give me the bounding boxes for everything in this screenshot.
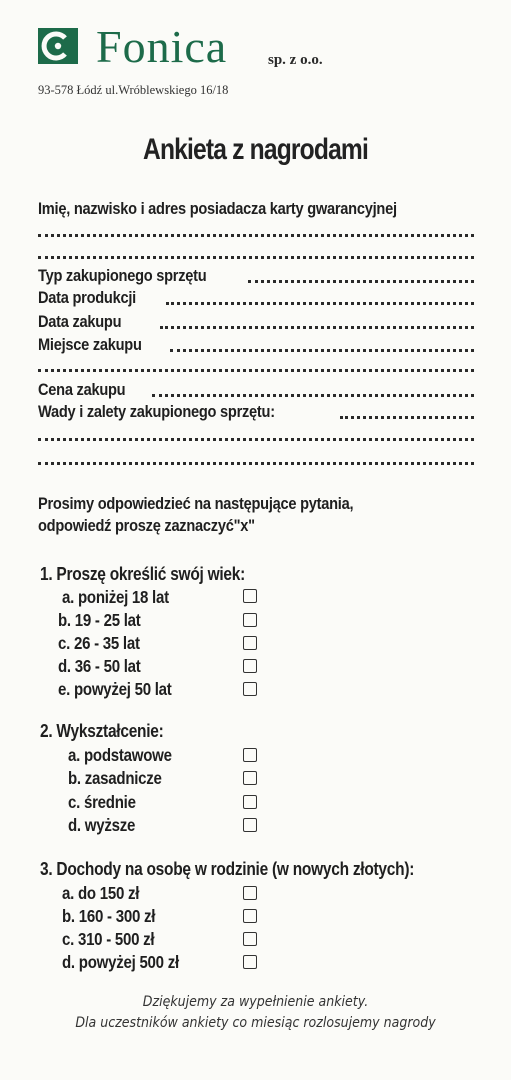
holder-line-2[interactable]	[38, 256, 474, 259]
question-1-title: 1. Proszę określić swój wiek:	[40, 564, 246, 584]
question-3-checkbox-b[interactable]	[243, 909, 257, 923]
field-place-label: Miejsce zakupu	[38, 335, 142, 354]
page-title: Ankieta z nagrodami	[142, 133, 369, 166]
question-3-option-b: b. 160 - 300 zł	[62, 906, 156, 926]
brand-suffix: sp. z o.o.	[268, 52, 323, 68]
thanks-line-1: Dziękujemy za wypełnienie ankiety.	[142, 994, 369, 1010]
field-purchase-date-line[interactable]	[160, 326, 474, 329]
field-price-line[interactable]	[152, 394, 474, 397]
thanks-line-2: Dla uczestników ankiety co miesiąc rozlosujemy nagrody	[75, 1015, 436, 1031]
field-production-date-line[interactable]	[166, 302, 474, 305]
intro-line-2: odpowiedź proszę zaznaczyć"x"	[38, 516, 255, 535]
question-1-checkbox-e[interactable]	[243, 682, 257, 696]
question-3-option-c: c. 310 - 500 zł	[62, 929, 155, 949]
fonica-logo-icon	[38, 28, 78, 64]
field-price-label: Cena zakupu	[38, 380, 126, 399]
question-1-option-a: a. poniżej 18 lat	[62, 587, 169, 607]
field-type-line[interactable]	[248, 280, 474, 283]
question-2-checkbox-c[interactable]	[243, 795, 257, 809]
question-2-checkbox-b[interactable]	[243, 771, 257, 785]
question-1-option-b: b. 19 - 25 lat	[58, 610, 141, 630]
question-3-option-a: a. do 150 zł	[62, 883, 140, 903]
question-3-checkbox-d[interactable]	[243, 955, 257, 969]
question-1-checkbox-c[interactable]	[243, 636, 257, 650]
field-pros-cons-line[interactable]	[340, 416, 474, 419]
question-2-option-a: a. podstawowe	[68, 745, 172, 765]
question-1-checkbox-d[interactable]	[243, 659, 257, 673]
field-place-line[interactable]	[170, 349, 474, 352]
field-place-line-2[interactable]	[38, 369, 474, 372]
question-2-option-d: d. wyższe	[68, 815, 136, 835]
holder-line-1[interactable]	[38, 234, 474, 237]
question-2-option-c: c. średnie	[68, 792, 136, 812]
brand-name: Fonica	[96, 21, 228, 72]
question-2-option-b: b. zasadnicze	[68, 768, 162, 788]
question-3-title: 3. Dochody na osobę w rodzinie (w nowych złotych):	[40, 859, 415, 879]
question-1-option-c: c. 26 - 35 lat	[58, 633, 140, 653]
field-type-label: Typ zakupionego sprzętu	[38, 266, 207, 285]
question-1-checkbox-b[interactable]	[243, 613, 257, 627]
field-purchase-date-label: Data zakupu	[38, 312, 122, 331]
question-1-checkbox-a[interactable]	[243, 589, 257, 603]
question-2-checkbox-d[interactable]	[243, 818, 257, 832]
question-1-option-e: e. powyżej 50 lat	[58, 679, 172, 699]
intro-line-1: Prosimy odpowiedzieć na następujące pytania,	[38, 494, 354, 513]
field-pros-cons-line-3[interactable]	[38, 462, 474, 465]
question-1-option-d: d. 36 - 50 lat	[58, 656, 141, 676]
question-2-checkbox-a[interactable]	[243, 748, 257, 762]
question-3-checkbox-a[interactable]	[243, 886, 257, 900]
field-production-date-label: Data produkcji	[38, 288, 136, 307]
question-3-checkbox-c[interactable]	[243, 932, 257, 946]
question-3-option-d: d. powyżej 500 zł	[62, 952, 179, 972]
field-pros-cons-label: Wady i zalety zakupionego sprzętu:	[38, 402, 275, 421]
company-address: 93-578 Łódź ul.Wróblewskiego 16/18	[38, 83, 229, 97]
field-pros-cons-line-2[interactable]	[38, 438, 474, 441]
question-2-title: 2. Wykształcenie:	[40, 721, 164, 741]
holder-label: Imię, nazwisko i adres posiadacza karty gwarancyjnej	[38, 199, 397, 218]
